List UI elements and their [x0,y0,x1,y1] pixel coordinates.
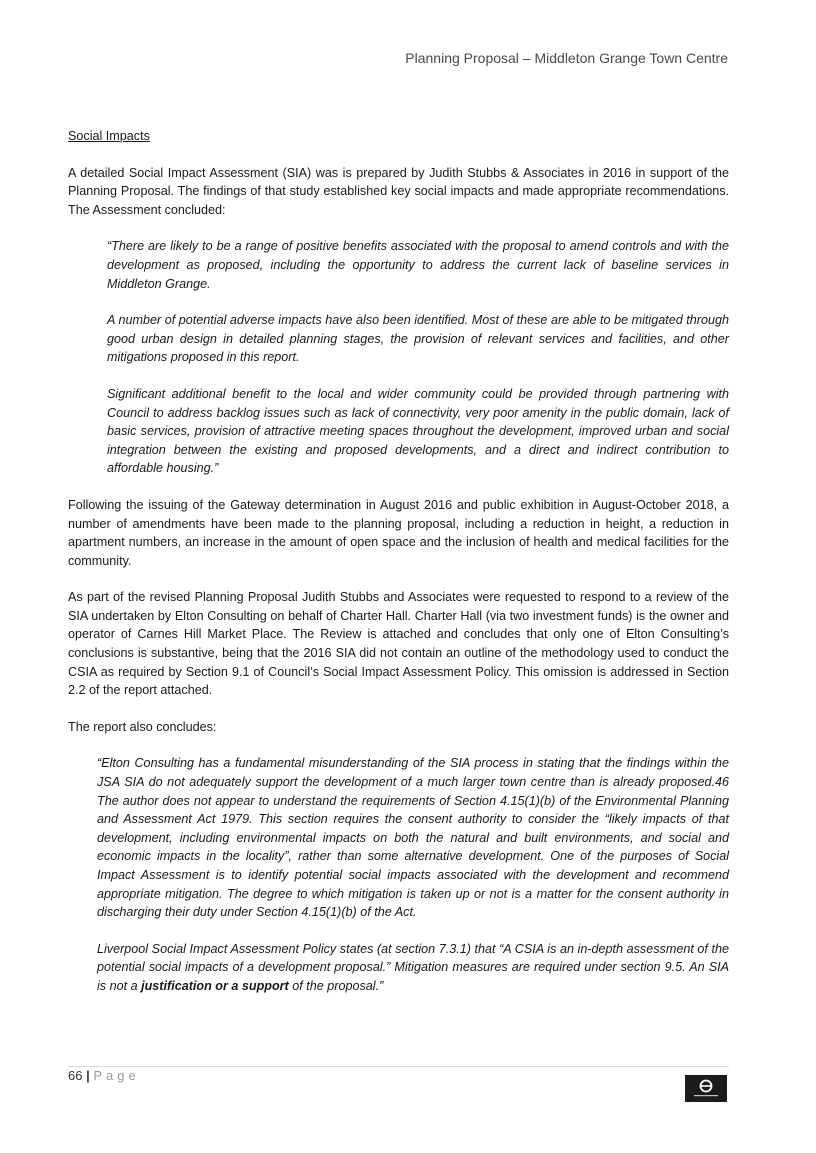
quote-adverse-impacts: A number of potential adverse impacts have also been identified. Most of these are able to be mitigated through good urban design in detailed planning stages, the provision of relevant services and facilities, and other mitigations proposed in this report. [107,313,729,365]
paragraph-report-concludes: The report also concludes: [68,719,217,734]
quote-liverpool-start: Liverpool Social Impact Assessment Policy states (at section 7.3.1) that “A CSIA is an in-depth assessment of the potential social impacts of a development proposal.” Mitigation measures are required under section 9.5. An SIA is not a [97,941,729,993]
page-footer [68,1068,140,1083]
page-separator: | [86,1068,90,1083]
main-content [68,127,729,1014]
quote-liverpool-end: of the proposal.” [288,978,384,993]
quote-elton-consulting: “Elton Consulting has a fundamental misunderstanding of the SIA process in stating that the findings within the JSA SIA do not adequately support the development of a much larger town centre than is already proposed.46 The author does not appear to understand the requirements of Section 4.15(1)(b) of the Environmental Planning and Assessment Act 1979. This section requires the consent authority to consider the “likely impacts of that development, including environmental impacts on both the natural and built environments, and social and economic impacts in the locality”, rather than some alternative development. One of the purposes of Social Impact Assessment is to identify potential social impacts associated with the development and recommend appropriate mitigation. The degree to which mitigation is taken up or not is a matter for the consent authority in discharging their duty under Section 4.15(1)(b) of the Act. [97,756,729,920]
quote-liverpool-bold: justification or a support [141,978,289,993]
logo-icon [685,1075,727,1102]
quote-additional-benefit: Significant additional benefit to the local and wider community could be provided through partnering with Council to address backlog issues such as lack of connectivity, very poor amenity in the public domain, lack of basic services, provision of attractive meeting spaces throughout the development, improved urban and social integration between the existing and proposed developments, and a direct and indirect contribution to affordable housing.” [107,386,729,476]
page-number: 66 [68,1068,83,1083]
page-header-title: Planning Proposal – Middleton Grange Town Centre [405,50,728,66]
quote-benefits: “There are likely to be a range of positive benefits associated with the proposal to amend controls and with the development as proposed, including the opportunity to address the current lack of baseline services in Middleton Grange. [107,239,729,291]
section-heading: Social Impacts [68,129,150,143]
paragraph-intro: A detailed Social Impact Assessment (SIA) was is prepared by Judith Stubbs & Associates in 2016 in support of the Planning Proposal. The findings of that study established key social impacts and made appropriate recommendations. The Assessment concluded: [68,165,729,217]
footer-divider [68,1066,729,1067]
paragraph-revised-proposal: As part of the revised Planning Proposal Judith Stubbs and Associates were requested to respond to a review of the SIA undertaken by Elton Consulting on behalf of Charter Hall. Charter Hall (via two investment funds) is the owner and operator of Carnes Hill Market Place. The Review is attached and concludes that only one of Elton Consulting’s conclusions is substantive, being that the 2016 SIA did not contain an outline of the methodology used to conduct the CSIA as required by Section 9.1 of Council’s Social Impact Assessment Policy. This omission is addressed in Section 2.2 of the report attached. [68,590,729,698]
page-word: Page [93,1068,140,1083]
quote-liverpool-policy [97,940,729,996]
paragraph-gateway: Following the issuing of the Gateway determination in August 2016 and public exhibition in August-October 2018, a number of amendments have been made to the planning proposal, including a reduction in height, a reduction in apartment numbers, an increase in the amount of open space and the inclusion of health and medical facilities for the community. [68,497,729,568]
